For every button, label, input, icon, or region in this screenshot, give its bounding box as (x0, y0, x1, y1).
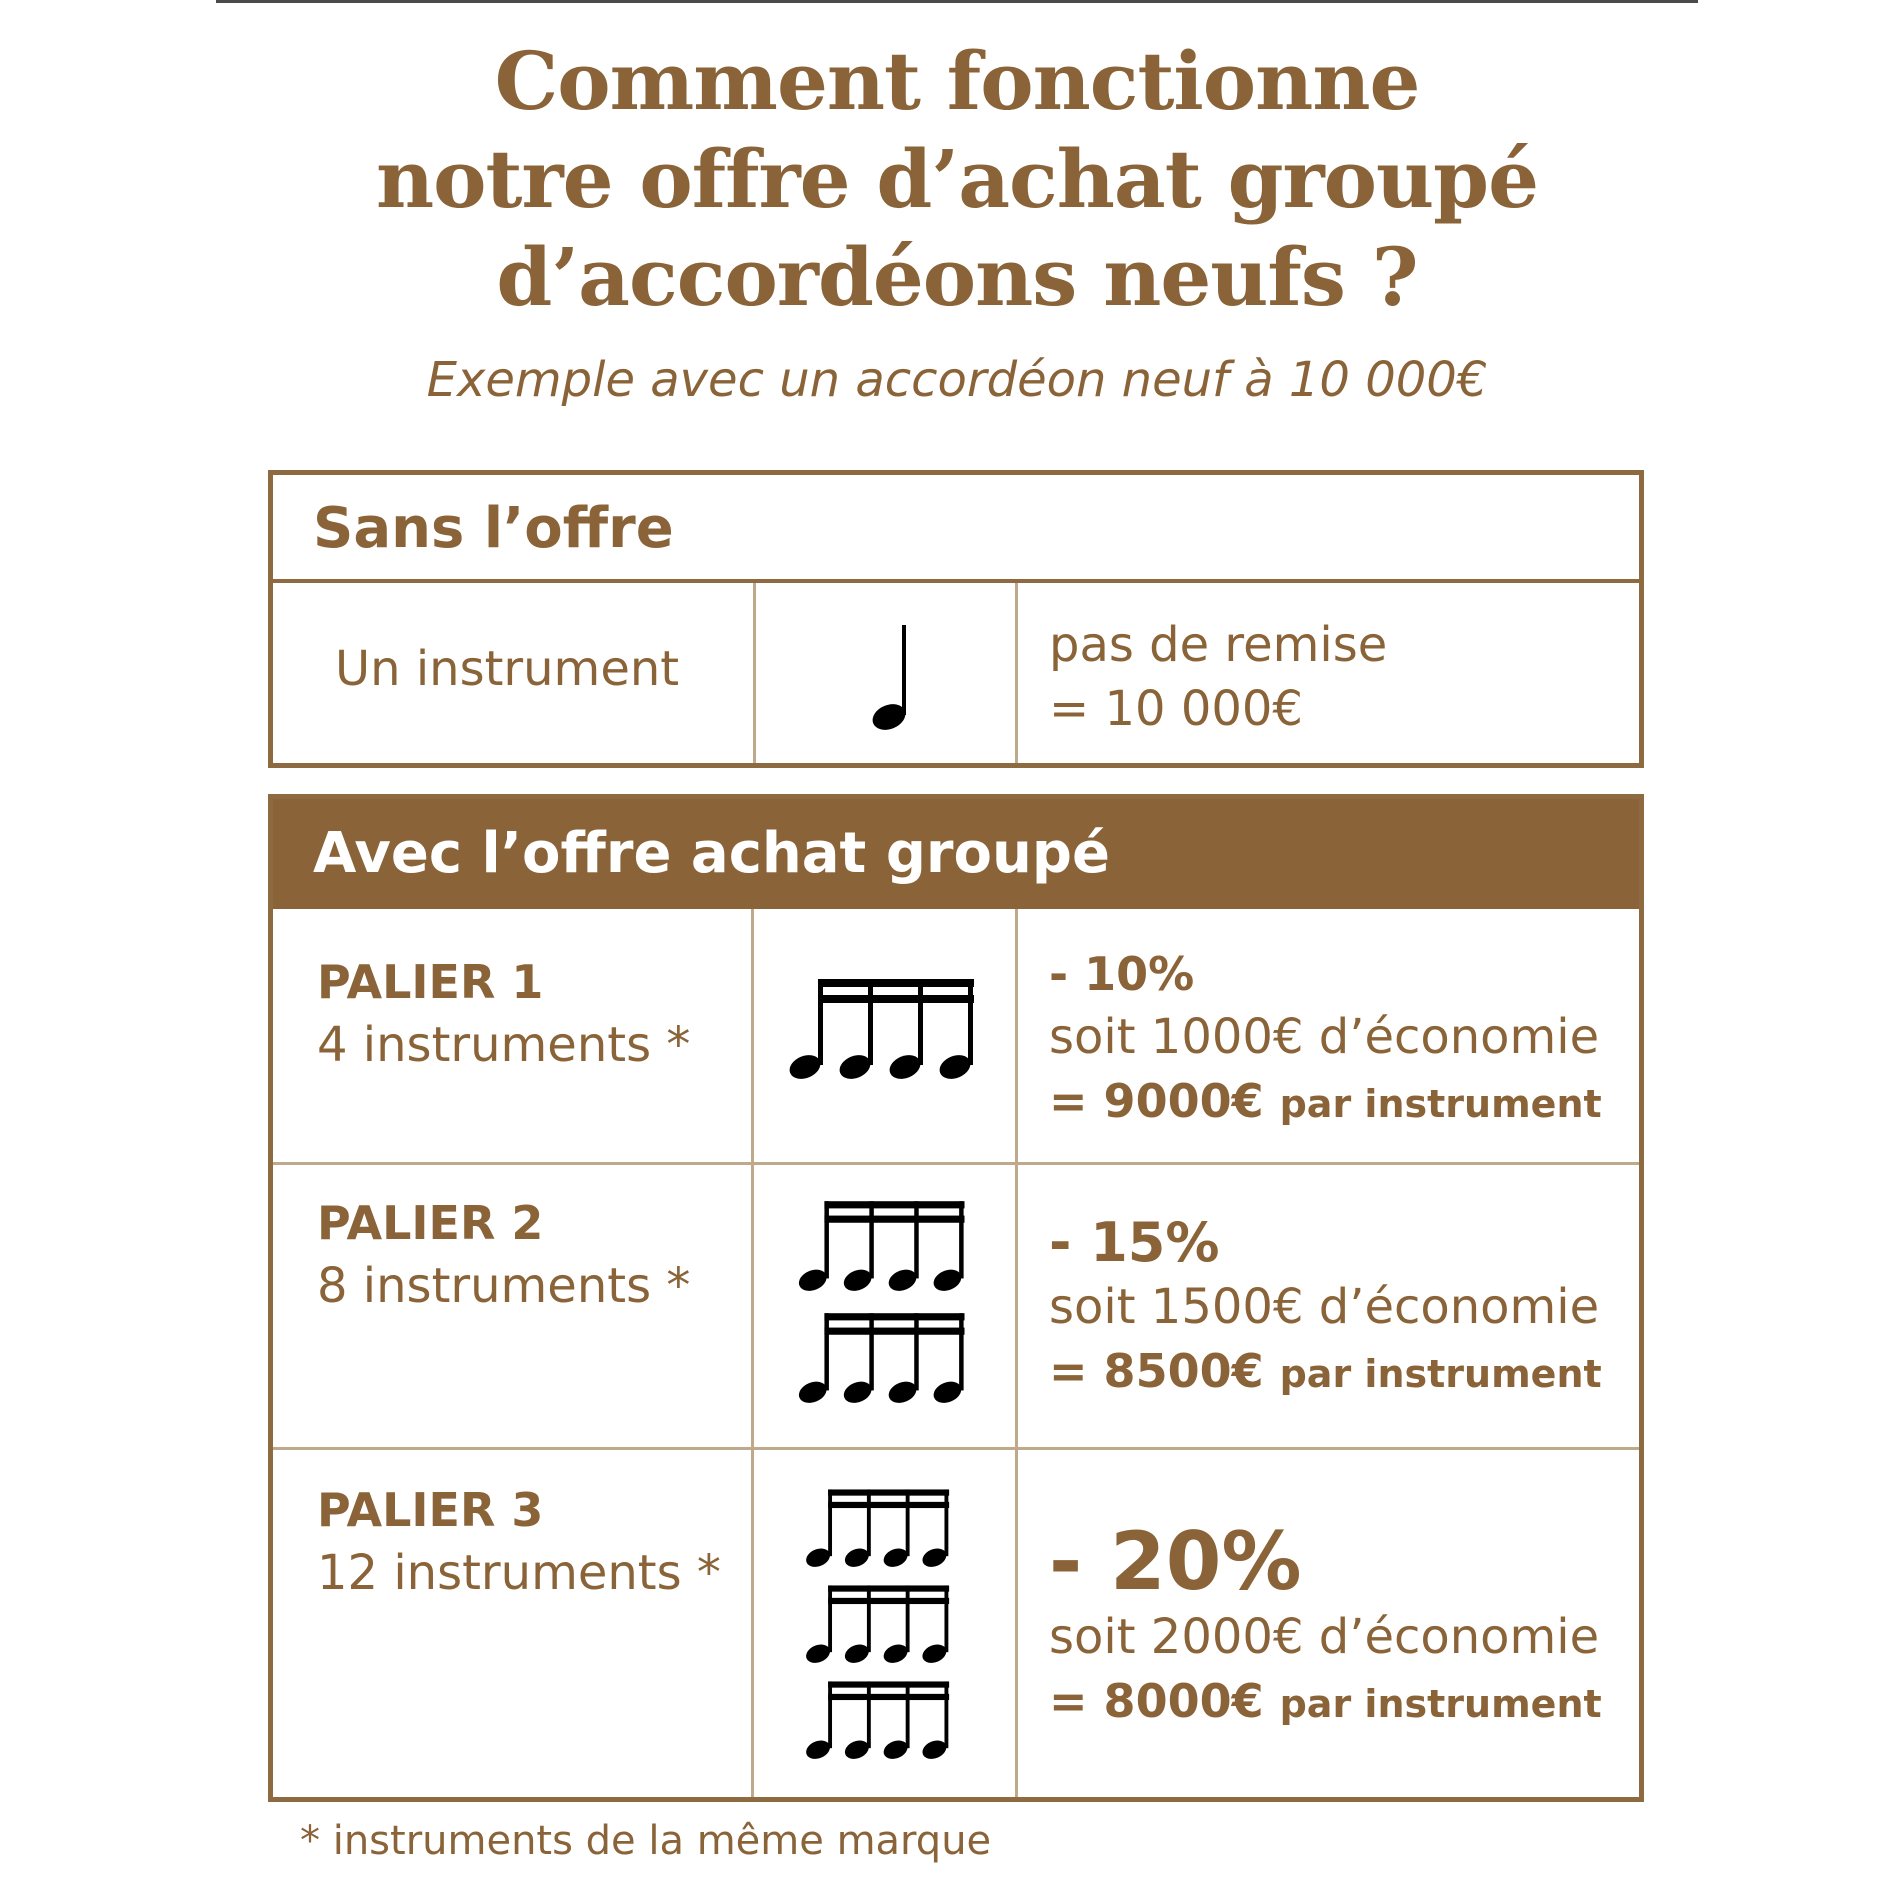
tier-3-palier: PALIER 3 (317, 1483, 544, 1537)
column-divider (751, 909, 754, 1797)
sixteenth-notes-group-icon (801, 1681, 953, 1761)
title-line-2: notre offre d’achat groupé (375, 132, 1539, 226)
tier-2-price-suffix: par instrument (1279, 1352, 1602, 1396)
row-divider (273, 1162, 1639, 1165)
note-stem (944, 1489, 948, 1556)
note-stem (906, 1681, 910, 1748)
tier-3-price (1049, 1669, 1602, 1736)
table-avec-offre (268, 794, 1644, 1802)
column-divider (1015, 909, 1018, 1797)
tier-3-price-suffix: par instrument (1279, 1682, 1602, 1726)
note-stem (867, 1585, 871, 1652)
note-beam (824, 1201, 964, 1208)
tier-2-discount: - 15% (1049, 1211, 1220, 1274)
table-sans-offre (268, 470, 1644, 768)
tier-1-palier: PALIER 1 (317, 955, 544, 1009)
tier-2-palier: PALIER 2 (317, 1196, 544, 1250)
note-stem (918, 979, 923, 1065)
title-line-1: Comment fonctionne (494, 34, 1420, 128)
tier-3-saving: soit 2000€ d’économie (1049, 1609, 1600, 1665)
sixteenth-notes-group-icon (783, 979, 979, 1081)
note-stem (959, 1313, 963, 1390)
note-stem (828, 1585, 832, 1652)
note-stem (869, 1201, 873, 1278)
note-beam (828, 1694, 949, 1700)
tier-1-price-main: = 9000€ (1049, 1074, 1264, 1128)
note-stem (906, 1585, 910, 1652)
tier-3-count: 12 instruments * (317, 1545, 721, 1601)
note-stem (869, 1313, 873, 1390)
note-beam (828, 1502, 949, 1508)
tier-1-discount: - 10% (1049, 947, 1195, 1001)
tier-3-price-main: = 8000€ (1049, 1674, 1264, 1728)
column-divider (753, 583, 756, 763)
tier-1-count: 4 instruments * (317, 1017, 691, 1073)
top-rule (216, 0, 1698, 3)
note-beam (828, 1489, 949, 1495)
tier-2-count: 8 instruments * (317, 1258, 691, 1314)
note-stem (944, 1585, 948, 1652)
note-stem (968, 979, 973, 1065)
note-beam (818, 995, 974, 1003)
note-stem (868, 979, 873, 1065)
tier-3-discount: - 20% (1049, 1515, 1302, 1608)
note-beam (818, 979, 974, 987)
sans-offre-line1: pas de remise (1049, 617, 1388, 673)
tier-2-saving: soit 1500€ d’économie (1049, 1279, 1600, 1335)
avec-offre-heading: Avec l’offre achat groupé (273, 799, 1639, 909)
note-beam (828, 1598, 949, 1604)
page-title (216, 32, 1698, 326)
column-divider (1015, 583, 1018, 763)
tier-1-price (1049, 1069, 1602, 1136)
note-stem (824, 1201, 828, 1278)
tier-1-saving: soit 1000€ d’économie (1049, 1009, 1600, 1065)
note-stem (959, 1201, 963, 1278)
tier-2-price (1049, 1339, 1602, 1406)
note-beam (824, 1216, 964, 1223)
note-beam (828, 1585, 949, 1591)
sans-offre-line2: = 10 000€ (1049, 681, 1303, 737)
note-beam (824, 1313, 964, 1320)
note-stem (944, 1681, 948, 1748)
sans-offre-label: Un instrument (335, 641, 680, 697)
note-beam (828, 1681, 949, 1687)
note-stem (914, 1313, 918, 1390)
tier-2-price-main: = 8500€ (1049, 1344, 1264, 1398)
row-divider (273, 1447, 1639, 1450)
sixteenth-notes-group-icon (793, 1313, 969, 1405)
note-stem (914, 1201, 918, 1278)
note-stem (867, 1681, 871, 1748)
title-line-3: d’accordéons neufs ? (496, 230, 1418, 324)
note-stem (906, 1489, 910, 1556)
sixteenth-notes-group-icon (793, 1201, 969, 1293)
subtitle: Exemple avec un accordéon neuf à 10 000€ (426, 352, 1488, 408)
note-stem (867, 1489, 871, 1556)
note-stem (818, 979, 823, 1065)
note-stem (828, 1489, 832, 1556)
sixteenth-notes-group-icon (801, 1489, 953, 1569)
quarter-note-icon (869, 625, 913, 735)
tier-1-price-suffix: par instrument (1279, 1082, 1602, 1126)
note-stem (824, 1313, 828, 1390)
note-beam (824, 1328, 964, 1335)
footnote: * instruments de la même marque (300, 1818, 992, 1864)
sans-offre-heading: Sans l’offre (273, 475, 1639, 583)
sixteenth-notes-group-icon (801, 1585, 953, 1665)
note-stem (828, 1681, 832, 1748)
